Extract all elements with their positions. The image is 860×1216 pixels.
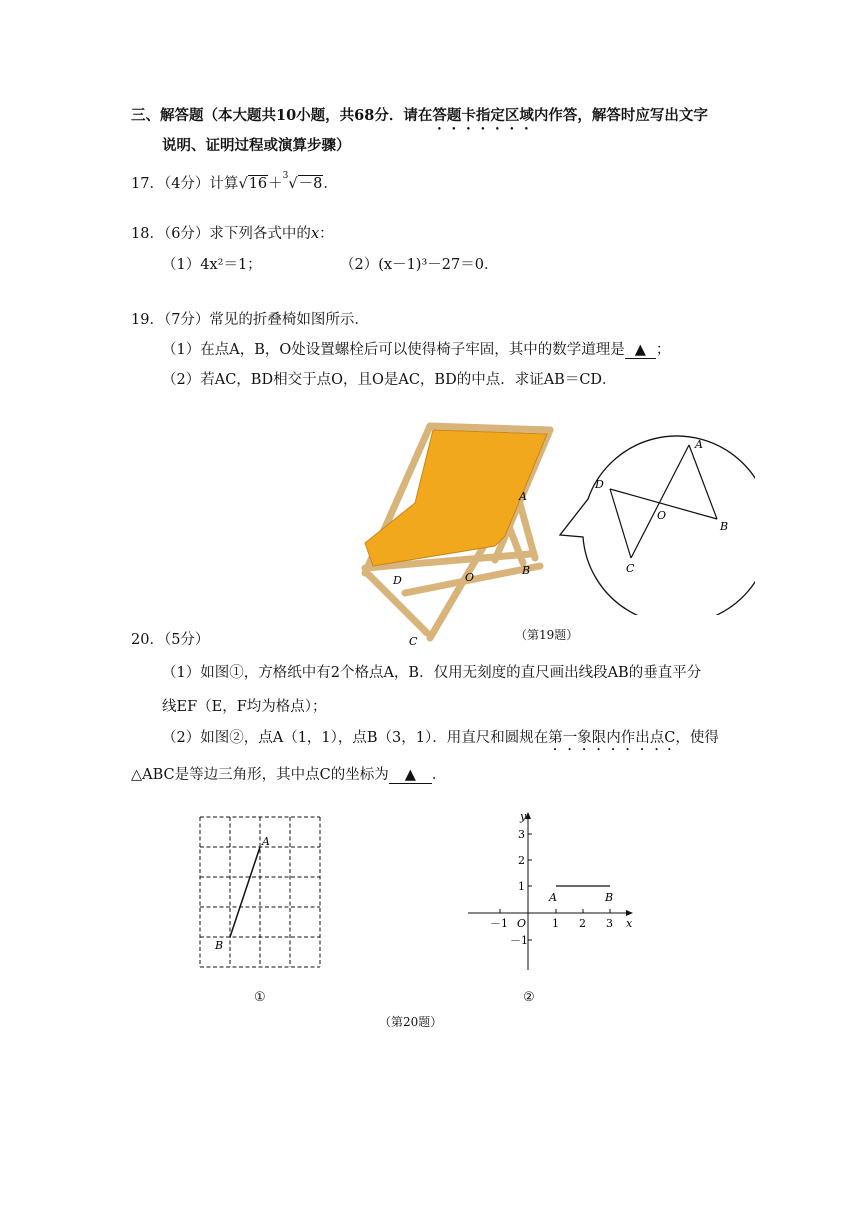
question-20-part2-line2: △ABC是等边三角形，其中点C的坐标为 ▲ ． <box>131 767 447 783</box>
question-19: 19．（7分）常见的折叠椅如图所示． <box>131 312 369 328</box>
sqrt-16: √16 <box>238 175 268 192</box>
x-tick-neg1: －1 <box>490 917 508 930</box>
grid-label-A: A <box>262 835 270 848</box>
y-tick-3: 3 <box>518 828 525 841</box>
x-tick-1: 1 <box>552 917 559 930</box>
question-19-part1: （1）在点A，B，O处设置螺栓后可以使得椅子牢固，其中的数学道理是 ▲ ； <box>162 342 671 358</box>
y-axis-name: y <box>520 810 527 823</box>
question-18-part1: （1）4x²＝1； <box>162 257 262 273</box>
question-20-part1: （1）如图①，方格纸中有2个格点A，B．仅用无刻度的直尺画出线段AB的垂直平分 <box>162 665 702 681</box>
caption-q20: （第20题） <box>379 1015 443 1029</box>
grid-figure-1 <box>195 810 330 980</box>
dotted-emphasis: 第一象限内作出点C <box>548 730 676 746</box>
axes-label-A: A <box>549 891 557 904</box>
grid-label-B: B <box>215 939 224 952</box>
geometry-bubble-diagram <box>555 415 755 615</box>
question-20: 20．（5分） <box>131 632 210 648</box>
diagram-label-O: O <box>657 509 667 522</box>
chair-label-A: A <box>519 490 527 503</box>
x-axis-name: x <box>626 917 633 930</box>
question-18: 18．（6分）求下列各式中的x： <box>131 226 334 242</box>
question-20-part1-line2: 线EF（E，F均为格点）； <box>162 699 327 715</box>
caption-q19: （第19题） <box>515 628 579 642</box>
figure-2-label: ② <box>523 990 535 1005</box>
question-19-part2: （2）若AC，BD相交于点O，且O是AC，BD的中点．求证AB＝CD． <box>162 372 617 388</box>
diagram-label-C: C <box>626 562 635 575</box>
cbrt-minus-8: √－8 <box>288 175 323 192</box>
chair-label-D: D <box>393 574 402 587</box>
y-tick-2: 2 <box>518 854 525 867</box>
chair-label-O: O <box>465 571 475 584</box>
folding-chair-illustration <box>345 418 565 646</box>
chair-label-B: B <box>522 564 531 577</box>
coordinate-figure-2 <box>460 808 640 978</box>
question-17: 17．（4分）计算√16＋$^3$√－8． <box>131 171 338 192</box>
figure-1-label: ① <box>254 990 266 1005</box>
diagram-label-D: D <box>595 478 604 491</box>
y-tick-1: 1 <box>518 880 525 893</box>
diagram-label-B: B <box>720 520 729 533</box>
dotted-emphasis: 答题卡指定区域 <box>432 107 534 124</box>
answer-blank: ▲ <box>625 342 656 359</box>
x-tick-3: 3 <box>606 917 613 930</box>
origin-label: O <box>517 917 527 930</box>
section-title: 三、解答题（本大题共10小题，共68分．请在答题卡指定区域内作答，解答时应写出文字 <box>131 107 708 124</box>
axes-label-B: B <box>605 891 614 904</box>
question-20-part2: （2）如图②，点A（1，1），点B（3，1）．用直尺和圆规在第一象限内作出点C，使得 <box>162 730 719 746</box>
question-18-part2: （2）(x－1)³－27＝0． <box>340 257 499 273</box>
diagram-label-A: A <box>695 438 703 451</box>
chair-label-C: C <box>409 635 418 646</box>
y-tick-neg1: －1 <box>510 934 528 947</box>
x-tick-2: 2 <box>579 917 586 930</box>
segment-AB <box>230 847 260 937</box>
answer-blank: ▲ <box>389 767 432 784</box>
section-title-line2: 说明、证明过程或演算步骤） <box>162 137 351 154</box>
